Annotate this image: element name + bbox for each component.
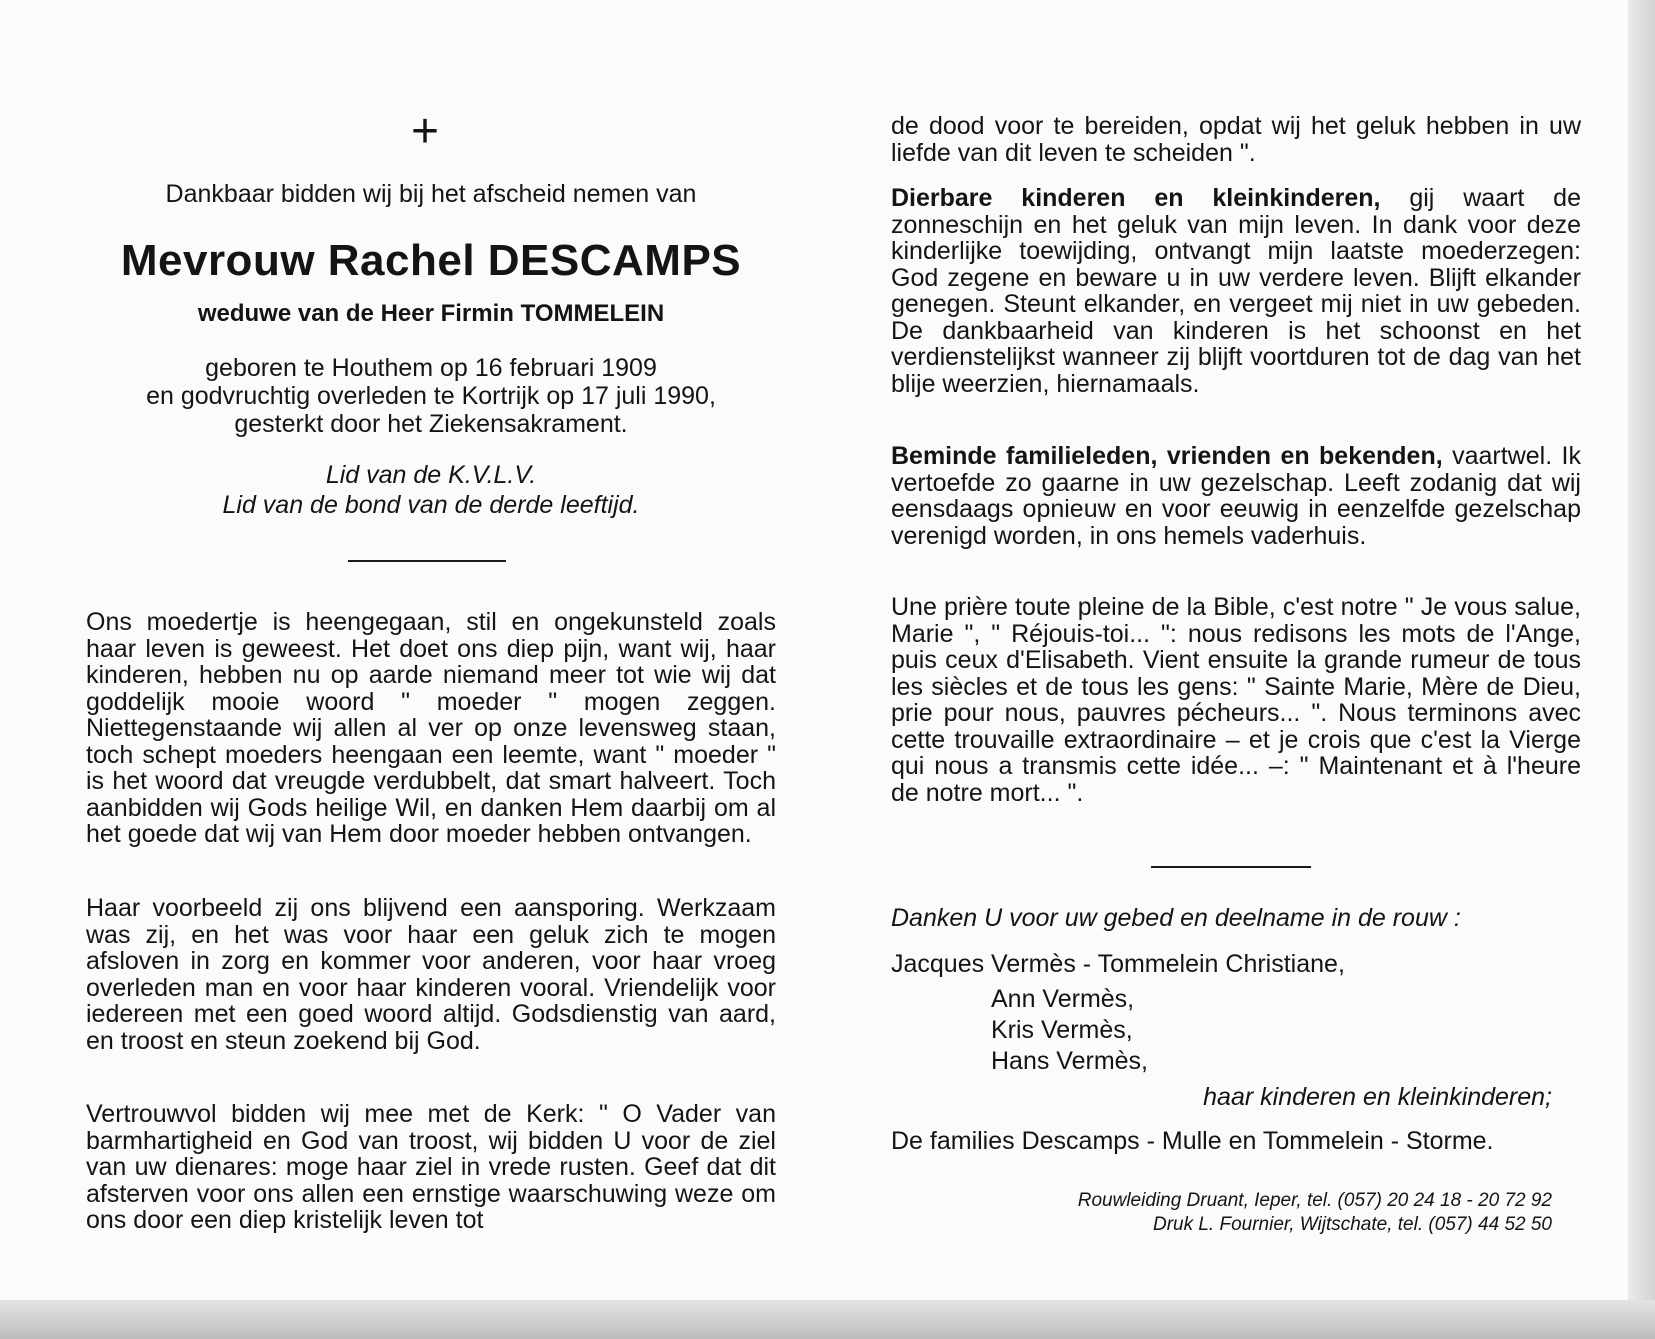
memberships-block bbox=[86, 460, 776, 520]
paragraph-gebed: Vertrouwvol bidden wij mee met de Kerk: " O Vader van barmhartigheid en God van troost, wij bidden U voor de ziel van uw dienares: moge haar ziel in vrede rusten. Geef dat dit afsterven voor ons allen een ernstige waarschuwing weze om ons door een diep kristelijk leven tot bbox=[86, 1100, 776, 1234]
birth-death-block bbox=[86, 354, 776, 438]
membership-line: Lid van de bond van de derde leeftijd. bbox=[222, 491, 640, 519]
relation-line: haar kinderen en kleinkinderen; bbox=[1203, 1083, 1552, 1111]
death-line: en godvruchtig overleden te Kortrijk op 17 juli 1990, bbox=[146, 382, 716, 410]
funeral-director-line: Rouwleiding Druant, Ieper, tel. (057) 20 24 18 - 20 72 92 bbox=[1077, 1190, 1552, 1211]
scan-edge-right bbox=[1628, 0, 1655, 1300]
printer-line: Druk L. Fournier, Wijtschate, tel. (057) 44 52 50 bbox=[1152, 1214, 1552, 1235]
family-lead: Beminde familieleden, vrienden en bekenden, bbox=[891, 442, 1443, 470]
paragraph-french-prayer: Une prière toute pleine de la Bible, c'est notre " Je vous salue, Marie ", " Réjouis-toi... ": nous redisons les mots de l'Ange, puis ceux d'Elisabeth. Vient ensuite la grande rumeur de tous les siècles et de tous les gens: " Sainte Marie, Mère de Dieu, prie pour nous, pauvres pécheurs... ". Nous terminons avec cette trouvaille extraordinaire – et je crois que c'est la Vierge qui nous a transmis cette idée... –: " Maintenant et à l'heure de notre mort... ". bbox=[891, 593, 1581, 807]
scan-edge-bottom bbox=[0, 1300, 1655, 1339]
birth-line: geboren te Houthem op 16 februari 1909 bbox=[205, 354, 657, 382]
paragraph-children bbox=[891, 185, 1581, 397]
families-line: De families Descamps - Mulle en Tommelein - Storme. bbox=[891, 1127, 1494, 1155]
family-name: Hans Vermès, bbox=[991, 1047, 1149, 1075]
paragraph-voorbeeld: Haar voorbeeld zij ons blijvend een aansporing. Werkzaam was zij, en het was voor haar een geluk zich te mogen afsloven in zorg en kommer voor anderen, voor haar vroeg overleden man en voor haar kinderen vooral. Vriendelijk voor iedereen met een goed woord altijd. Godsdienstig van aard, en troost en steun zoekend bij God. bbox=[86, 894, 776, 1055]
membership-line: Lid van de K.V.L.V. bbox=[325, 461, 537, 489]
paragraph-continuation: de dood voor te bereiden, opdat wij het geluk hebben in uw liefde van dit leven te scheiden ". bbox=[891, 112, 1581, 167]
family-text: vaartwel. Ik vertoefde zo gaarne in uw gezelschap. Leeft zodanig dat wij eensdaags opnieuw en voor eeuwig in eenzelfde gezelschap verenigd worden, in ons hemels vaderhuis. bbox=[891, 442, 1582, 550]
widow-of-line: weduwe van de Heer Firmin TOMMELEIN bbox=[197, 300, 665, 327]
cross-icon: + bbox=[411, 105, 440, 158]
deceased-name: Mevrouw Rachel DESCAMPS bbox=[120, 236, 742, 285]
divider-left bbox=[348, 560, 506, 562]
family-name: Kris Vermès, bbox=[991, 1016, 1133, 1044]
paragraph-family bbox=[891, 443, 1581, 549]
family-name: Jacques Vermès - Tommelein Christiane, bbox=[891, 950, 1345, 978]
sacrament-line: gesterkt door het Ziekensakrament. bbox=[234, 410, 628, 438]
family-name: Ann Vermès, bbox=[991, 985, 1135, 1013]
divider-right bbox=[1151, 866, 1311, 868]
thanks-line: Danken U voor uw gebed en deelname in de rouw : bbox=[891, 904, 1461, 932]
children-text: gij waart de zonneschijn en het geluk van mijn leven. In dank voor deze kinderlijke toewijding, ontvangt mijn laatste moederzegen: God zegene en beware u in uw verdere leven. Blijft elkander genegen. Steunt elkander, en vergeet mij niet in uw gebeden. De dankbaarheid van kinderen is het schoonst en het verdienstelijkst wanneer zij blijft voortduren tot de dag van het blije weerzien, hiernamaals. bbox=[891, 184, 1581, 398]
paragraph-moeder: Ons moedertje is heengegaan, stil en ongekunsteld zoals haar leven is geweest. Het doet ons diep pijn, want wij, haar kinderen, hebben nu op aarde niemand meer tot wie wij dat goddelijk mooie woord " moeder " mogen zeggen. Niettegenstaande wij allen al ver op onze levensweg staan, toch schept moeders heengaan een leemte, want " moeder " is het woord dat vreugde verdubbelt, dat smart halveert. Toch aanbidden wij Gods heilige Wil, en danken Hem daarbij om al het goede dat wij van Hem door moeder hebben ontvangen. bbox=[86, 608, 776, 848]
intro-line: Dankbaar bidden wij bij het afscheid nemen van bbox=[165, 180, 697, 208]
children-lead: Dierbare kinderen en kleinkinderen, bbox=[891, 184, 1381, 212]
